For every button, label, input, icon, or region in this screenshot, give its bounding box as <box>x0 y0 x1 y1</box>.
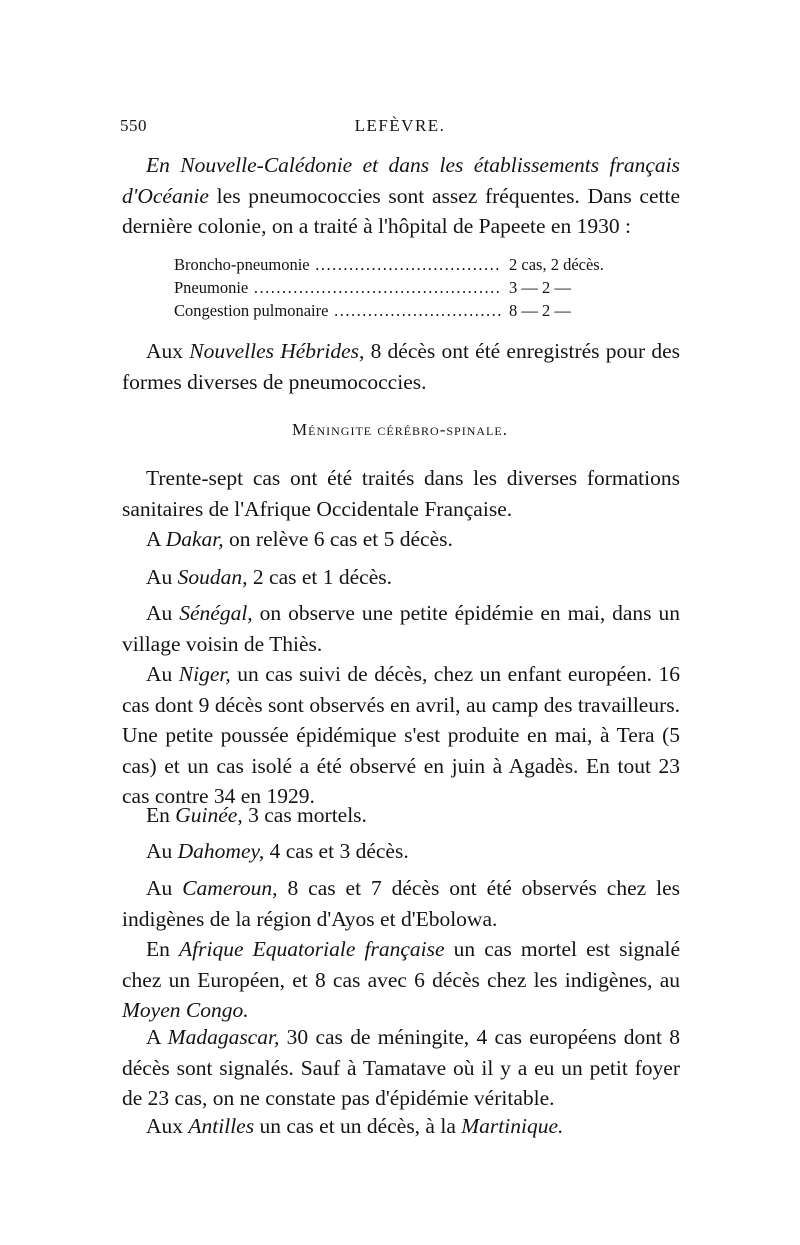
paragraph-text: on relève 6 cas et 5 décès. <box>229 527 453 551</box>
paragraph-aef <box>122 934 680 1026</box>
place-name: Nouvelles Hébrides, <box>189 339 365 363</box>
paragraph-text: 2 cas et 1 décès. <box>252 565 392 589</box>
paragraph-senegal <box>122 598 680 659</box>
paragraph-dahomey <box>122 836 680 867</box>
stats-row <box>174 255 644 278</box>
stats-value: 3 — 2 — <box>509 278 571 297</box>
paragraph-text: un cas mortel est signalé chez un Européen, et 8 cas avec 6 décès chez les indigènes, au <box>122 937 681 992</box>
lead-word: Au <box>146 662 173 686</box>
intro-italic-lead: En Nouvelle-Calédonie et dans les établissements français d'Océanie <box>122 153 680 208</box>
lead-word: Aux <box>146 1114 184 1138</box>
lead-word: En <box>146 803 170 827</box>
place-name: Moyen Congo. <box>122 998 249 1022</box>
stats-value: 8 — 2 — <box>509 301 571 320</box>
paragraph-guinee <box>122 800 680 831</box>
paragraph-dakar <box>122 524 680 555</box>
place-name: Soudan, <box>177 565 248 589</box>
place-name: Cameroun, <box>182 876 278 900</box>
place-name: Antilles <box>188 1114 255 1138</box>
section-heading: Méningite cérébro-spinale. <box>292 420 508 439</box>
stats-label: Broncho-pneumonie ..... <box>174 255 501 275</box>
paragraph-intro-aof: Trente-sept cas ont été traités dans les diverses formations sanitaires de l'Afrique Occidentale Française. <box>122 466 680 521</box>
stats-row <box>174 301 644 324</box>
place-name: Dahomey, <box>177 839 265 863</box>
place-name: Guinée, <box>175 803 243 827</box>
lead-word: Au <box>146 839 173 863</box>
place-name: Dakar, <box>165 527 224 551</box>
paragraph-text: un cas et un décès, à la <box>259 1114 456 1138</box>
lead-word: A <box>146 1025 161 1049</box>
stats-label: Congestion pulmonaire ..... <box>174 301 501 321</box>
lead-word: Au <box>146 876 173 900</box>
place-name: Madagascar, <box>167 1025 280 1049</box>
lead-word: En <box>146 937 170 961</box>
statistics-table <box>174 255 644 324</box>
page-number: 550 <box>120 116 147 135</box>
paragraph-text: 30 cas de méningite, 4 cas européens dont 8 décès sont signalés. Sauf à Tamatave où il y a eu un petit foyer de 23 cas, on ne constate pas d'épidémie véritable. <box>122 1025 681 1110</box>
paragraph-text: un cas suivi de décès, chez un enfant européen. 16 cas dont 9 décès sont observés en avril, au camp des travailleurs. Une petite poussée épidémique s'est produite en mai, à Tera (5 cas) et un cas isolé a été observé en juin à Agadès. En tout 23 cas contre 34 en 1929. <box>122 662 680 808</box>
stats-value: 2 cas, 2 décès. <box>509 255 604 274</box>
paragraph-cameroun <box>122 873 680 934</box>
paragraph-text: on observe une petite épidémie en mai, dans un village voisin de Thiès. <box>122 601 681 656</box>
lead-word: Aux <box>146 339 184 363</box>
paragraph-niger <box>122 659 680 812</box>
paragraph-soudan <box>122 562 680 593</box>
paragraph-text: 8 décès ont été enregistrés pour des formes diverses de pneumococcies. <box>122 339 681 394</box>
paragraph-text: 4 cas et 3 décès. <box>269 839 409 863</box>
running-head: LEFÈVRE. <box>354 116 446 135</box>
paragraph-antilles <box>122 1111 680 1142</box>
place-name: Martinique. <box>461 1114 564 1138</box>
lead-word: Au <box>146 601 173 625</box>
hebrides-paragraph <box>122 336 680 397</box>
lead-word: A <box>146 527 161 551</box>
stats-row <box>174 278 644 301</box>
intro-text: les pneumococcies sont assez fréquentes. Dans cette dernière colonie, on a traité à l'hôpital de Papeete en 1930 : <box>122 183 681 238</box>
place-name: Sénégal, <box>179 601 253 625</box>
page-header <box>120 116 680 140</box>
lead-word: Au <box>146 565 173 589</box>
paragraph-text: 3 cas mortels. <box>248 803 367 827</box>
intro-paragraph <box>122 150 680 242</box>
paragraph-text: 8 cas et 7 décès ont été observés chez les indigènes de la région d'Ayos et d'Ebolowa. <box>122 876 680 931</box>
place-name: Afrique Equatoriale française <box>179 937 445 961</box>
paragraph-madagascar <box>122 1022 680 1114</box>
place-name: Niger, <box>178 662 231 686</box>
stats-label: Pneumonie ..... <box>174 278 501 298</box>
